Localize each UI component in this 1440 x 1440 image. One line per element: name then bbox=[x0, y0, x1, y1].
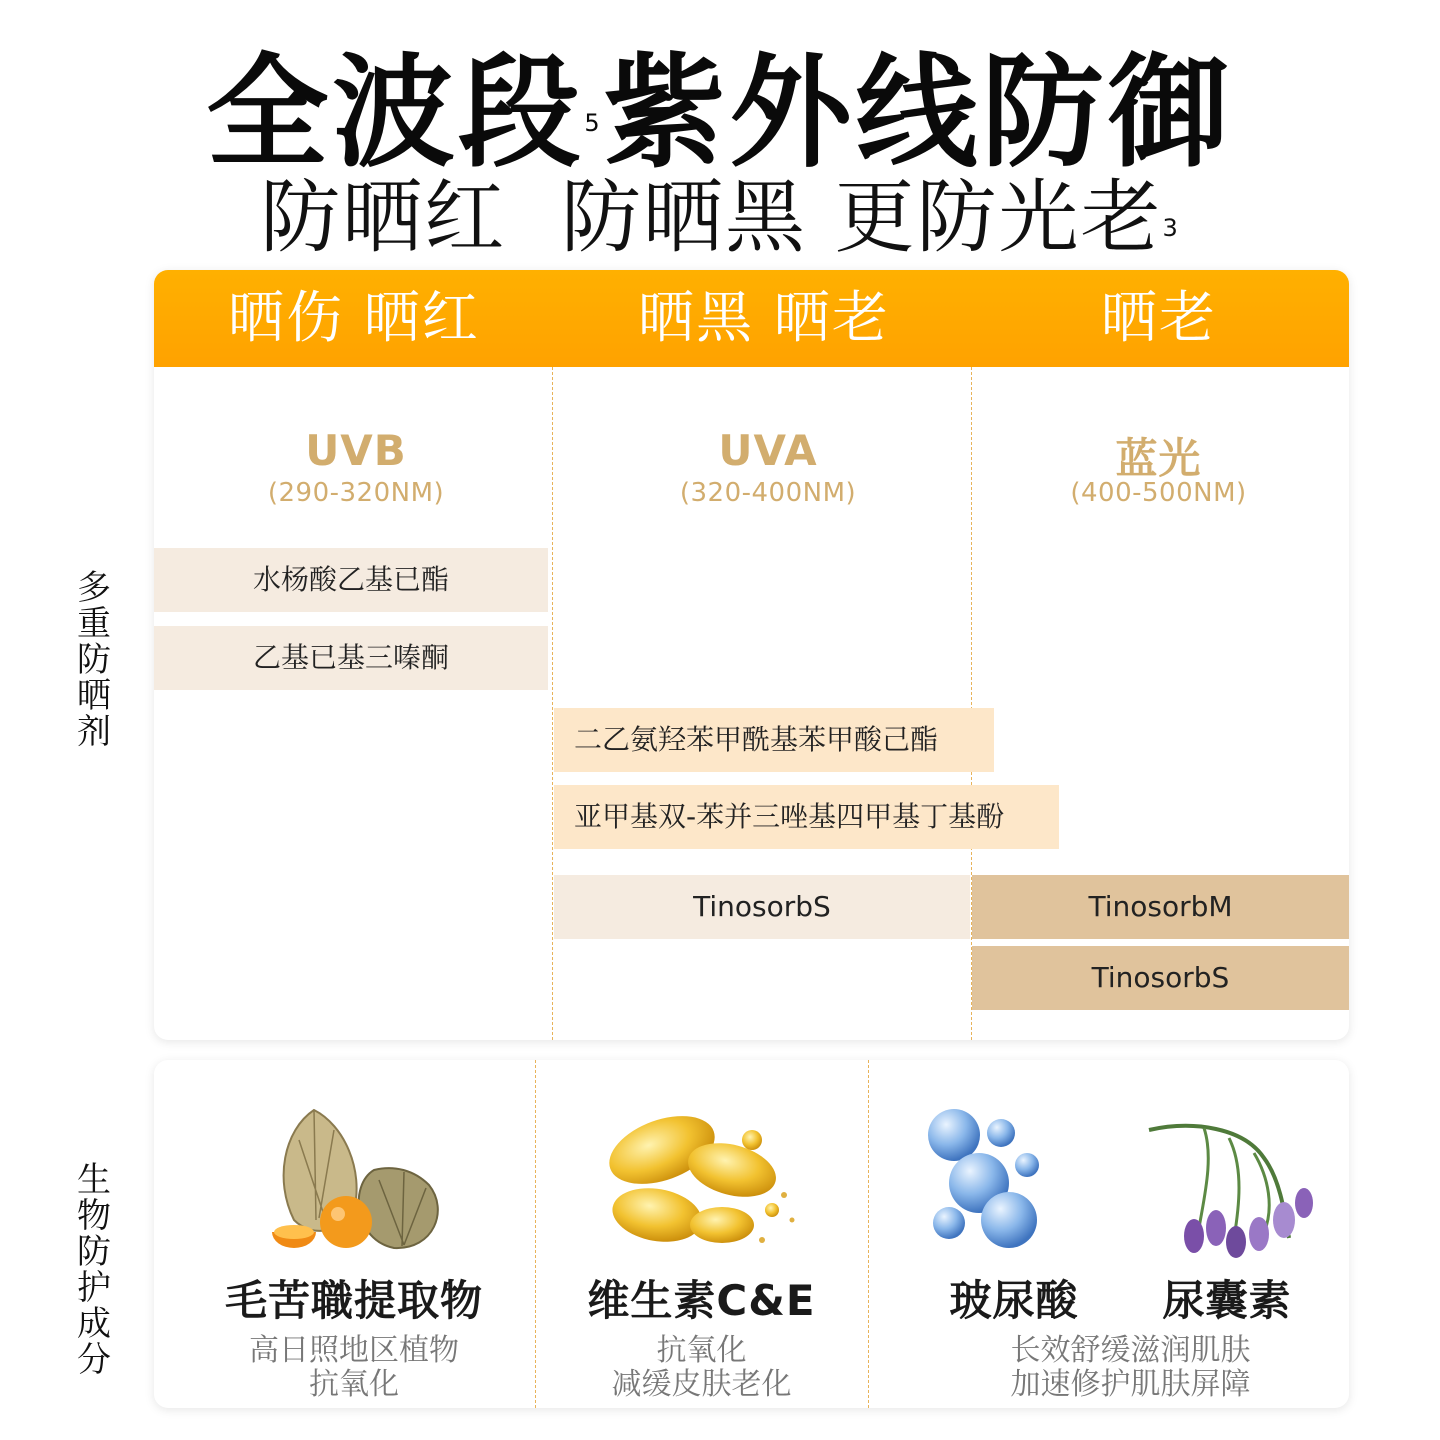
filter-chip: 亚甲基双-苯并三唑基四甲基丁基酚 bbox=[554, 785, 1059, 849]
water-bubble-icon bbox=[919, 1105, 1049, 1255]
bio-desc-vitamin-line1: 抗氧化 bbox=[656, 1333, 747, 1368]
vitamin-capsule-icon bbox=[602, 1100, 812, 1260]
damage-header bbox=[154, 270, 1349, 367]
comfrey-flower-icon bbox=[1144, 1118, 1319, 1258]
band-uva-range: (320-400NM) bbox=[679, 478, 857, 508]
band-bluelight-range: (400-500NM) bbox=[1070, 478, 1247, 508]
bio-protection-card bbox=[154, 1060, 1349, 1408]
bio-desc-physalis-line2: 抗氧化 bbox=[309, 1367, 399, 1402]
bio-title-physalis: 毛苦職提取物 bbox=[224, 1276, 483, 1325]
sub-title-footnote: 3 bbox=[1162, 214, 1180, 242]
uv-coverage-card bbox=[154, 270, 1349, 1040]
bio-title-allantoin: 尿囊素 bbox=[1162, 1276, 1292, 1325]
filter-chip: 乙基已基三嗪酮 bbox=[154, 626, 548, 690]
header-tan-aging: 晒黑 晒老 bbox=[638, 286, 890, 351]
main-title-part1: 全波段 bbox=[206, 42, 585, 184]
filter-chip: TinosorbM bbox=[972, 875, 1349, 939]
side-label-filters: 多重防晒剂 bbox=[77, 568, 111, 752]
header-aging: 晒老 bbox=[1101, 286, 1217, 351]
bio-desc-hydration-line1: 长效舒缓滋润肌肤 bbox=[1010, 1333, 1251, 1368]
main-title bbox=[0, 42, 1440, 184]
column-divider bbox=[868, 1060, 869, 1408]
main-title-footnote: 5 bbox=[584, 109, 604, 137]
header-sunburn: 晒伤 晒红 bbox=[228, 286, 480, 351]
side-label-bio: 生物防护成分 bbox=[77, 1160, 111, 1380]
main-title-part2: 紫外线防御 bbox=[603, 42, 1234, 184]
filter-chip: 二乙氨羟苯甲酰基苯甲酸己酯 bbox=[554, 708, 994, 772]
band-bluelight-name: 蓝光 bbox=[1115, 434, 1202, 483]
filter-chip: 水杨酸乙基已酯 bbox=[154, 548, 548, 612]
filter-chip: TinosorbS bbox=[972, 946, 1349, 1010]
bio-title-hyaluronic: 玻尿酸 bbox=[949, 1276, 1079, 1325]
bio-desc-hydration-line2: 加速修护肌肤屏障 bbox=[1010, 1367, 1251, 1402]
filter-chip: TinosorbS bbox=[554, 875, 970, 939]
sub-title-text: 防晒红 防晒黑 更防光老 bbox=[260, 171, 1163, 264]
sub-title bbox=[0, 172, 1440, 264]
band-uva-name: UVA bbox=[718, 426, 818, 475]
band-uvb-name: UVB bbox=[305, 426, 407, 475]
bio-title-vitamin: 维生素C&E bbox=[587, 1276, 816, 1325]
bio-desc-vitamin-line2: 减缓皮肤老化 bbox=[611, 1367, 792, 1402]
physalis-fruit-icon bbox=[254, 1100, 454, 1260]
bio-desc-physalis-line1: 高日照地区植物 bbox=[249, 1333, 459, 1368]
band-uvb-range: (290-320NM) bbox=[267, 478, 445, 508]
